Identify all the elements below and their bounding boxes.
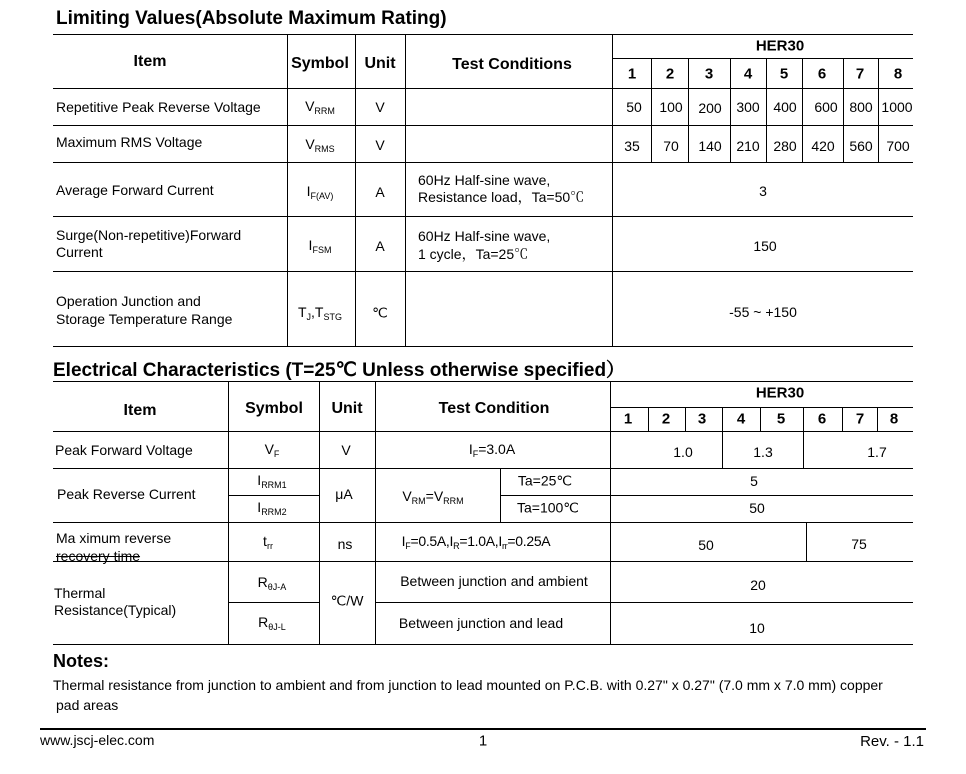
table-rule — [760, 407, 761, 431]
header-test-conditions: Test Conditions — [452, 56, 572, 73]
table-rule — [287, 34, 288, 346]
symbol-cell: $t_{rr}$ — [263, 533, 273, 551]
electrical-characteristics-title: Electrical Characteristics (T=25℃ Unless otherwise specified） — [53, 360, 626, 381]
unit-cell: ℃/W — [330, 592, 364, 609]
value-cell: 100 — [659, 99, 683, 115]
test-condition: Between junction and ambient — [400, 573, 588, 589]
table-rule — [53, 216, 913, 217]
grade-header: 7 — [855, 65, 865, 83]
table-rule — [842, 407, 843, 431]
temperature-condition: Ta=100℃ — [516, 499, 580, 516]
grade-header: 3 — [697, 410, 707, 428]
value-cell: 300 — [736, 99, 760, 115]
table-rule — [877, 407, 878, 431]
symbol-cell: $V_F$ — [264, 441, 280, 459]
item-label: Operation Junction and — [56, 293, 201, 309]
table-rule — [53, 346, 913, 347]
item-label: Average Forward Current — [56, 182, 214, 198]
footer-website: www.jscj-elec.com — [40, 732, 155, 748]
table-rule — [766, 58, 767, 162]
table-rule — [610, 407, 913, 408]
symbol-cell: $I_{FSM}$ — [308, 237, 332, 255]
value-cell: 5 — [750, 473, 758, 489]
header-unit: Unit — [331, 400, 363, 417]
table-rule — [53, 381, 913, 382]
table-rule — [53, 561, 913, 562]
value-cell: 560 — [849, 138, 873, 154]
table-rule — [685, 407, 686, 431]
table-rule — [228, 381, 229, 644]
unit-cell: A — [375, 184, 385, 200]
table-rule — [612, 34, 613, 346]
header-item: Item — [123, 402, 157, 419]
symbol-cell: $I_{F(AV)}$ — [306, 183, 334, 201]
value-cell: 75 — [851, 536, 867, 552]
symbol-cell: $V_{RRM}$ — [305, 98, 335, 116]
notes-text: Thermal resistance from junction to ambient and from junction to lead mounted on P.C.B. with 0.27" x 0.27" (7.0 mm x 7.0 mm) copper — [53, 677, 883, 693]
value-cell: 140 — [698, 138, 722, 154]
value-cell: 400 — [773, 99, 797, 115]
grade-header: 6 — [817, 410, 827, 428]
table-rule — [375, 602, 913, 603]
footer-page-number: 1 — [478, 732, 488, 750]
value-cell: 1.3 — [753, 444, 773, 460]
table-rule — [612, 58, 913, 59]
value-cell: 50 — [698, 537, 714, 553]
value-cell: 50 — [626, 99, 642, 115]
table-rule — [53, 431, 913, 432]
value-cell: 200 — [698, 100, 722, 116]
table-rule — [500, 468, 501, 522]
unit-cell: μA — [335, 486, 353, 502]
test-condition-line: 60Hz Half-sine wave, — [418, 172, 551, 188]
table-rule — [228, 602, 319, 603]
table-rule — [688, 58, 689, 162]
value-cell: -55 ~ +150 — [729, 304, 797, 320]
notes-text: pad areas — [56, 697, 119, 713]
limiting-values-title: Limiting Values(Absolute Maximum Rating) — [56, 8, 447, 29]
item-label: recovery time — [56, 548, 141, 564]
header-test-condition: Test Condition — [438, 400, 550, 417]
notes-title: Notes: — [53, 651, 110, 671]
value-cell: 150 — [753, 238, 777, 254]
value-cell: 800 — [849, 99, 873, 115]
symbol-cell: $V_{RMS}$ — [305, 136, 335, 154]
table-rule — [802, 58, 803, 162]
table-rule — [53, 125, 913, 126]
grade-header: 2 — [665, 65, 675, 83]
table-rule — [355, 34, 356, 346]
grade-header: 1 — [623, 410, 633, 428]
header-symbol: Symbol — [291, 55, 349, 72]
value-cell: 280 — [773, 138, 797, 154]
header-unit: Unit — [364, 55, 396, 72]
test-condition-line: Resistance load，Ta=50℃ — [418, 189, 585, 205]
table-rule — [610, 381, 611, 644]
symbol-cell: $R_{\theta J-A}$ — [257, 574, 287, 592]
item-label: Current — [56, 244, 103, 260]
table-rule — [53, 88, 913, 89]
grade-header: 3 — [704, 65, 714, 83]
table-rule — [500, 495, 913, 496]
value-cell: 20 — [750, 577, 766, 593]
test-condition: $I_F=3.0A$ — [468, 441, 516, 459]
grade-header: 4 — [736, 410, 746, 428]
item-label: Surge(Non-repetitive)Forward — [56, 227, 242, 243]
table-rule — [806, 522, 807, 561]
table-rule — [53, 34, 913, 35]
footer-rule — [40, 728, 926, 730]
grade-header: 5 — [779, 65, 789, 83]
grade-header: 1 — [627, 65, 637, 83]
item-label: Maximum RMS Voltage — [56, 134, 203, 150]
table-rule — [803, 407, 804, 468]
test-condition: Between junction and lead — [398, 615, 564, 631]
symbol-cell: $I_{RRM1}$ — [257, 472, 287, 490]
value-cell: 3 — [759, 183, 767, 199]
item-label: Repetitive Peak Reverse Voltage — [56, 99, 261, 115]
table-rule — [319, 381, 320, 644]
symbol-cell: $R_{\theta J-L}$ — [258, 614, 286, 632]
test-condition-line: 60Hz Half-sine wave, — [418, 228, 551, 244]
symbol-cell: $I_{RRM2}$ — [257, 499, 287, 517]
table-rule — [53, 522, 913, 523]
grade-header: 8 — [893, 65, 903, 83]
temperature-condition: Ta=25℃ — [517, 472, 573, 489]
value-cell: 70 — [663, 138, 679, 154]
item-label: Resistance(Typical) — [54, 602, 177, 618]
table-rule — [53, 644, 913, 645]
value-cell: 600 — [814, 99, 838, 115]
value-cell: 210 — [736, 138, 760, 154]
test-condition: $I_F=0.5A,I_R=1.0A,I_{rr}=0.25A$ — [401, 533, 551, 551]
grade-header: 4 — [743, 65, 753, 83]
header-symbol: Symbol — [245, 400, 303, 417]
value-cell: 50 — [749, 500, 765, 516]
value-cell: 10 — [749, 620, 765, 636]
value-cell: 1000 — [881, 99, 913, 115]
header-part-number: HER30 — [755, 37, 805, 55]
test-condition-line: 1 cycle，Ta=25℃ — [418, 246, 529, 262]
unit-cell: ℃ — [372, 304, 388, 321]
unit-cell: V — [375, 99, 385, 115]
grade-header: 7 — [855, 410, 865, 428]
table-rule — [375, 381, 376, 644]
symbol-cell: $T_J,T_{STG}$ — [297, 304, 343, 322]
item-label: Peak Reverse Current — [57, 486, 196, 502]
item-label: Thermal — [54, 585, 106, 601]
table-rule — [843, 58, 844, 162]
value-cell: 35 — [624, 138, 640, 154]
grade-header: 6 — [817, 65, 827, 83]
test-condition: $V_{RM}=V_{RRM}$ — [402, 488, 464, 506]
table-rule — [648, 407, 649, 431]
item-label: Ma ximum reverse — [56, 530, 172, 546]
item-label: Peak Forward Voltage — [55, 442, 193, 458]
grade-header: 5 — [776, 410, 786, 428]
footer-revision: Rev. - 1.1 — [860, 733, 924, 750]
table-rule — [730, 58, 731, 162]
value-cell: 420 — [811, 138, 835, 154]
value-cell: 1.7 — [867, 444, 887, 460]
value-cell: 700 — [886, 138, 910, 154]
table-rule — [53, 468, 913, 469]
value-cell: 1.0 — [673, 444, 693, 460]
item-label: Storage Temperature Range — [56, 311, 233, 327]
header-item: Item — [133, 53, 167, 70]
table-rule — [53, 162, 913, 163]
unit-cell: V — [375, 137, 385, 153]
table-rule — [405, 34, 406, 346]
table-rule — [228, 495, 319, 496]
unit-cell: V — [341, 442, 351, 458]
header-part-number: HER30 — [755, 384, 805, 402]
unit-cell: ns — [337, 536, 353, 552]
grade-header: 2 — [661, 410, 671, 428]
table-rule — [53, 271, 913, 272]
table-rule — [651, 58, 652, 162]
grade-header: 8 — [889, 410, 899, 428]
table-rule — [878, 58, 879, 162]
unit-cell: A — [375, 238, 385, 254]
table-rule — [722, 407, 723, 468]
